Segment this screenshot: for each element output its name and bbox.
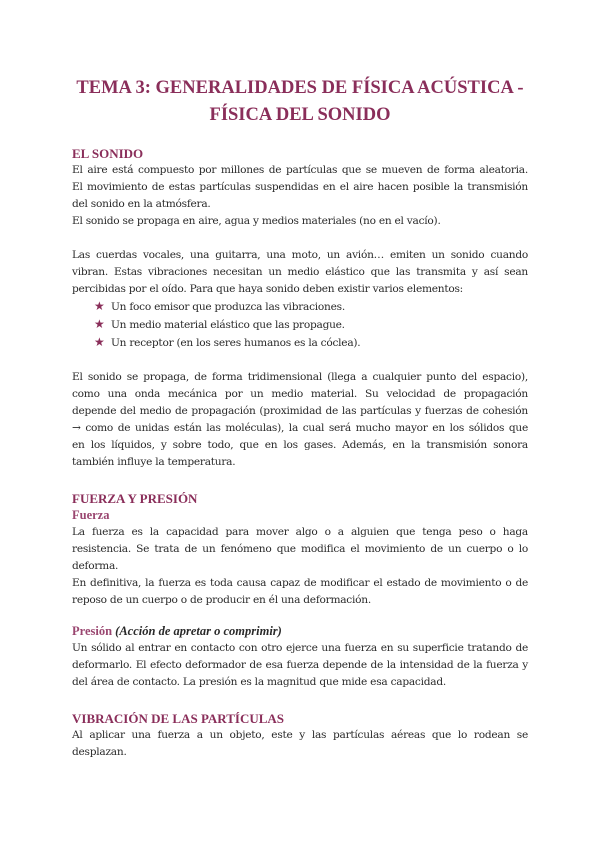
paragraph-line: En definitiva, la fuerza es toda causa capaz de modificar el estado de movimiento o de [72,577,528,589]
star-icon: ★ [94,335,105,349]
list-item [72,298,528,316]
subheading-presion-note: (Acción de apretar o comprimir) [115,624,282,638]
star-icon: ★ [94,299,105,313]
star-icon: ★ [94,317,105,331]
subheading-fuerza: Fuerza [72,508,110,522]
paragraph-line: como una onda mecánica por un medio material. Su velocidad de propagación [72,388,528,400]
list-item [72,316,528,334]
list-item-text: Un medio material elástico que las propague. [111,319,345,331]
page-title [72,0,528,129]
section-fuerza-presion [72,490,528,691]
title-line-2: FÍSICA DEL SONIDO [209,105,391,125]
paragraph-line: deformarlo. El efecto deformador de esa fuerza depende de la intensidad de la fuerza y [72,659,528,671]
paragraph-line: vibran. Estas vibraciones necesitan un medio elástico que las transmita y así sean [72,266,528,278]
section-sonido [72,145,528,471]
section-heading-vibracion: VIBRACIÓN DE LAS PARTÍCULAS [72,711,285,726]
paragraph-line: deforma. [72,560,119,572]
paragraph-line: percibidas por el oído. Para que haya sonido deben existir varios elementos: [72,283,463,295]
paragraph-line: del área de contacto. La presión es la magnitud que mide esa capacidad. [72,676,446,688]
paragraph-line: Al aplicar una fuerza a un objeto, este y las partículas aéreas que lo rodean se [72,729,528,741]
paragraph-line: El aire está compuesto por millones de partículas que se mueven de forma aleatoria. [72,164,528,176]
paragraph-line: El movimiento de estas partículas suspendidas en el aire hacen posible la transmisión [72,181,528,193]
paragraph-line: Las cuerdas vocales, una guitarra, una moto, un avión… emiten un sonido cuando [72,249,528,261]
paragraph-line: Un sólido al entrar en contacto con otro ejerce una fuerza en su superficie tratando de [72,642,528,654]
title-line-1: TEMA 3: GENERALIDADES DE FÍSICA ACÚSTICA - [76,78,524,98]
section-heading-fuerza-presion: FUERZA Y PRESIÓN [72,491,198,506]
paragraph-line: desplazan. [72,746,127,758]
paragraph-line: resistencia. Se trata de un fenómeno que modifica el movimiento de un cuerpo o lo [72,543,528,555]
subheading-presion-label: Presión [72,624,113,638]
section-heading-sonido: EL SONIDO [72,146,144,161]
paragraph-line: también influye la temperatura. [72,456,236,468]
paragraph-line: El sonido se propaga en aire, agua y medios materiales (no en el vacío). [72,215,441,227]
paragraph-line: La fuerza es la capacidad para mover algo o a alguien que tenga peso o haga [72,526,528,538]
list-item-text: Un foco emisor que produzca las vibraciones. [111,301,345,313]
paragraph-line: del sonido en la atmósfera. [72,198,211,210]
list-item-text: Un receptor (en los seres humanos es la cóclea). [111,337,361,349]
paragraph-line: depende del medio de propagación (proximidad de las partículas y fuerzas de cohesión [72,405,528,417]
paragraph-line: en los líquidos, y sobre todo, que en los gases. Además, en la transmisión sonora [72,439,528,451]
subheading-presion [72,623,528,640]
paragraph-line: El sonido se propaga, de forma tridimensional (llega a cualquier punto del espacio), [72,371,528,383]
section-vibracion [72,710,528,761]
paragraph-line: reposo de un cuerpo o de producir en él una deformación. [72,594,371,606]
list-item [72,334,528,352]
paragraph-line: → como de unidas están las moléculas), la cual será mucho mayor en los sólidos que [72,422,528,434]
